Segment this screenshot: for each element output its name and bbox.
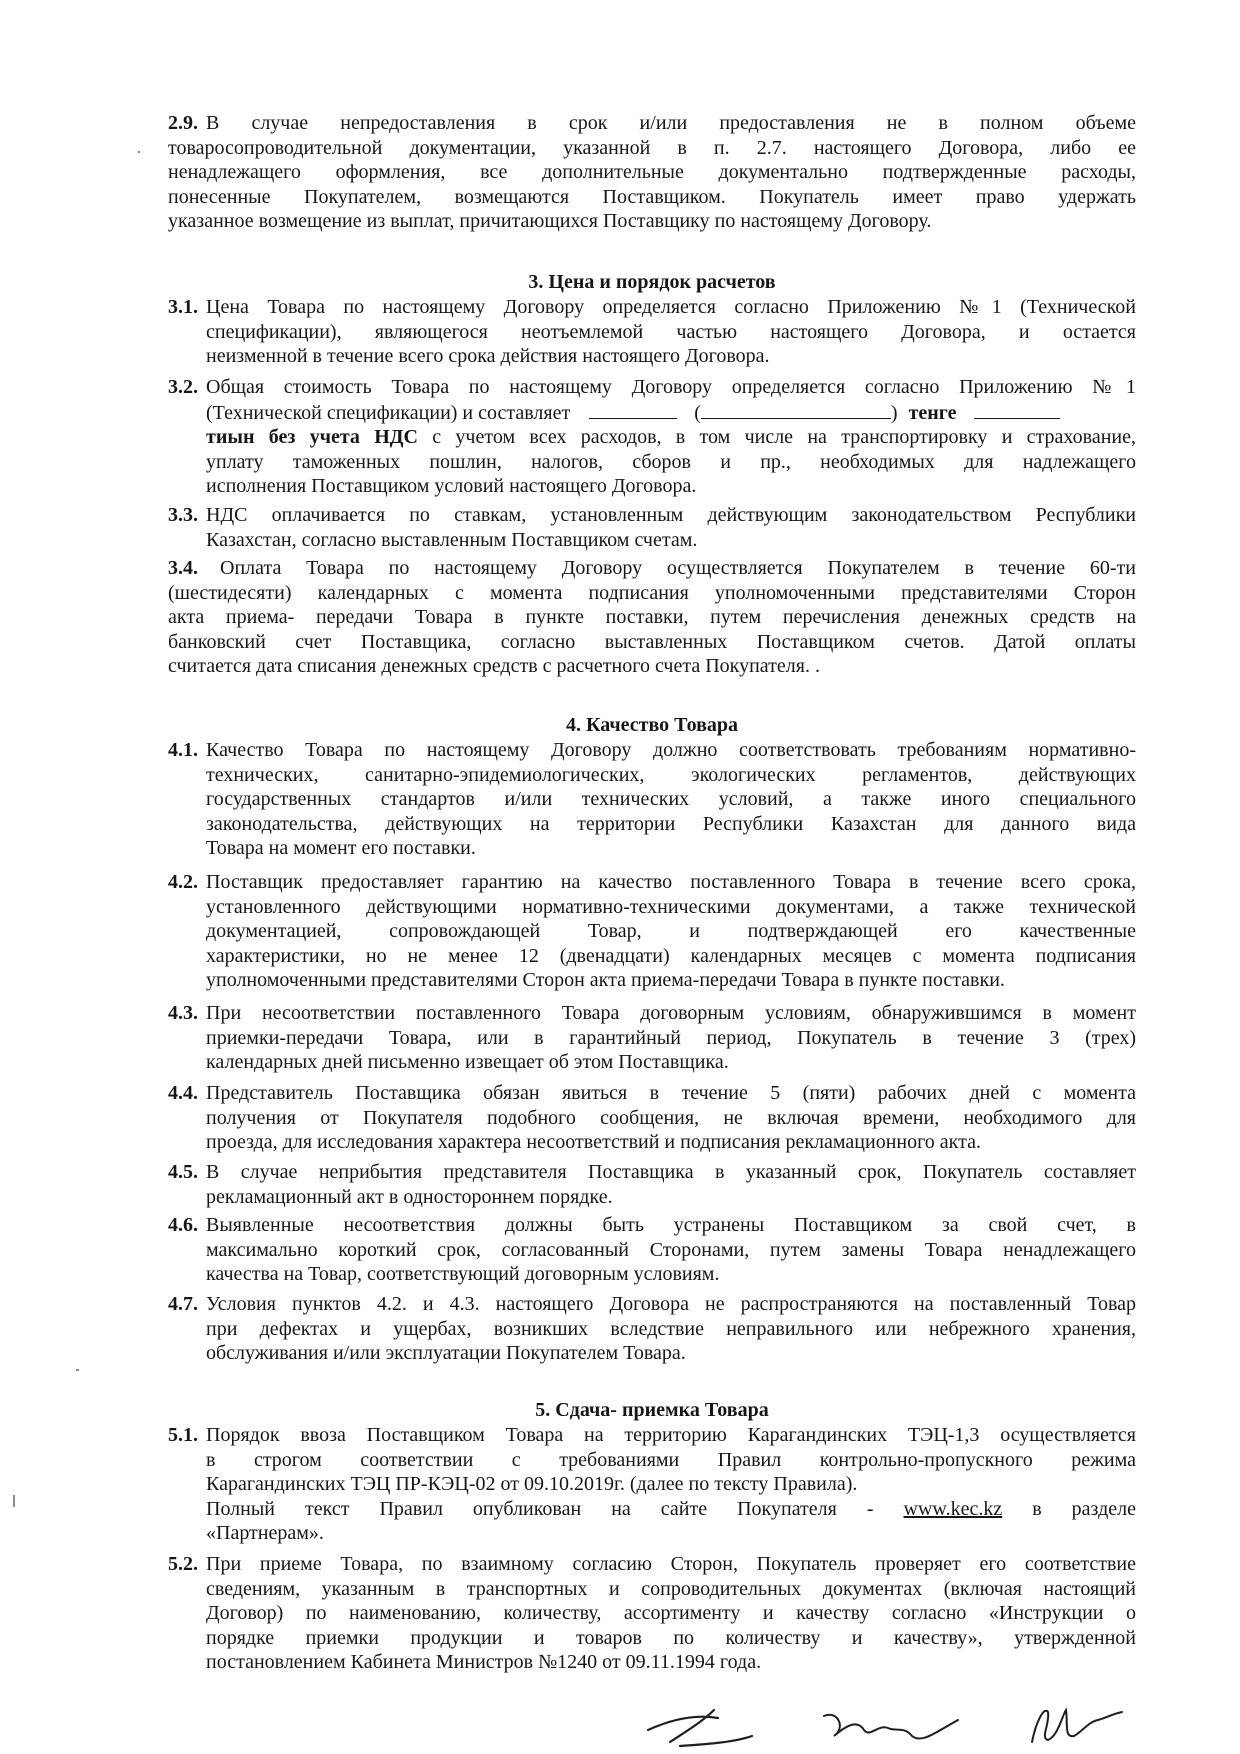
text-line: Поставщик предоставляет гарантию на качество поставленного Товара в течение всего срока, — [206, 871, 1136, 893]
text-line: товаросопроводительной документации, указанной в п. 2.7. настоящего Договора, либо ее — [168, 136, 1136, 159]
text-line: В случае неприбытия представителя Поставщика в указанный срок, Покупатель составляет — [206, 1161, 1136, 1183]
text-line: Карагандинских ТЭЦ ПР-КЭЦ-02 от 09.10.2019г. (далее по тексту Правила). — [206, 1473, 858, 1495]
signature-initials-1 — [640, 1702, 760, 1752]
text-line: «Партнерам». — [206, 1522, 324, 1544]
currency-label: тенге — [908, 401, 957, 424]
clause-number: 4.3. — [168, 1002, 198, 1024]
clause-3-1 — [168, 295, 1136, 369]
section-heading-5: 5. Сдача- приемка Товара — [535, 1399, 769, 1421]
text-fragment: Полный текст Правил опубликован на сайте Покупателя - — [206, 1497, 874, 1520]
text-line: постановлением Кабинета Министров №1240 от 09.11.1994 года. — [206, 1651, 762, 1673]
clause-number: 3.4. — [168, 557, 198, 579]
clause-number: 4.1. — [168, 739, 198, 761]
clause-4-3 — [168, 1001, 1136, 1075]
text-line: государственных стандартов и/или технических условий, а также иного специального — [206, 788, 1136, 810]
paren-close: ) — [890, 401, 898, 424]
text-line: понесенные Покупателем, возмещаются Поставщиком. Покупатель имеет право удержать — [168, 185, 1136, 208]
text-line: Оплата Товара по настоящему Договору осуществляется Покупателем в течение 60-ти — [220, 557, 1136, 579]
clause-4-4 — [168, 1081, 1136, 1155]
section-heading-4: 4. Качество Товара — [565, 714, 739, 736]
text-line: проезда, для исследования характера несоответствий и подписания рекламационного акта. — [206, 1131, 981, 1153]
text-line: спецификации), являющегося неотъемлемой частью настоящего Договора, и остается — [206, 320, 1136, 343]
text-line: банковский счет Поставщика, согласно выставленных Поставщиком счетов. Датой оплаты — [168, 630, 1136, 653]
text-line: характеристики, но не менее 12 (двенадцати) календарных месяцев с момента подписания — [206, 944, 1136, 967]
clause-number: 4.4. — [168, 1082, 198, 1104]
text-fragment: в разделе — [1032, 1497, 1136, 1520]
clause-number: 2.9. — [168, 112, 198, 134]
clause-4-1 — [168, 738, 1136, 861]
text-line: максимально короткий срок, согласованный Сторонами, путем замены Товара ненадлежащего — [206, 1238, 1136, 1261]
amount-blank[interactable] — [589, 400, 677, 419]
scan-mark — [76, 1369, 79, 1371]
signature-initials-3 — [1018, 1702, 1128, 1752]
clause-3-2 — [168, 375, 1136, 499]
text-line: акта приема- передачи Товара в пункте поставки, путем перечисления денежных средств на — [168, 606, 1136, 628]
text-line: документацией, сопровождающей Товар, и подтверждающей его качественные — [206, 920, 1136, 942]
text-line: обслуживания и/или эксплуатации Покупателем Товара. — [206, 1342, 686, 1364]
clause-3-4 — [168, 556, 1136, 679]
text-line: порядке приемки продукции и товаров по количеству и качеству», утвержденной — [206, 1626, 1136, 1649]
clause-number: 4.2. — [168, 871, 198, 893]
website-link[interactable]: www.kec.kz — [903, 1497, 1003, 1520]
clause-4-7 — [168, 1292, 1136, 1366]
clause-2-9 — [168, 111, 1136, 234]
text-line: уполномоченными представителями Сторон акта приема-передачи Товара в пункте поставки. — [206, 969, 1005, 991]
clause-number: 4.7. — [168, 1293, 198, 1315]
clause-number: 5.2. — [168, 1553, 198, 1575]
text-line: указанное возмещение из выплат, причитающихся Поставщику по настоящему Договору. — [168, 210, 932, 232]
text-line: Товара на момент его поставки. — [206, 837, 476, 859]
text-line: сведениям, указанным в транспортных и сопроводительных документах (включая настоящий — [206, 1577, 1136, 1600]
tiyn-blank[interactable] — [974, 400, 1060, 419]
section-heading-3: 3. Цена и порядок расчетов — [528, 271, 776, 293]
clause-number: 4.5. — [168, 1161, 198, 1183]
text-line: НДС оплачивается по ставкам, установленным действующим законодательством Республики — [206, 504, 1136, 526]
text-line: При приеме Товара, по взаимному согласию Сторон, Покупатель проверяет его соответствие — [206, 1553, 1136, 1575]
scan-mark — [138, 151, 140, 153]
text-line: Выявленные несоответствия должны быть устранены Поставщиком за свой счет, в — [206, 1214, 1136, 1236]
clause-4-5 — [168, 1160, 1136, 1209]
text-line: Качество Товара по настоящему Договору должно соответствовать требованиям нормативно- — [206, 739, 1136, 761]
clause-5-1 — [168, 1423, 1136, 1546]
text-line: приемки-передачи Товара, или в гарантийный период, Покупатель в течение 3 (трех) — [206, 1026, 1136, 1049]
scan-mark — [13, 1495, 15, 1507]
clause-number: 3.2. — [168, 376, 198, 398]
text-line: ненадлежащего оформления, все дополнительные документально подтвержденные расходы, — [168, 161, 1136, 183]
clause-number: 3.3. — [168, 504, 198, 526]
text-line: Цена Товара по настоящему Договору определяется согласно Приложению №1 (Технической — [206, 296, 1136, 318]
text-line: исполнения Поставщиком условий настоящего Договора. — [206, 475, 697, 497]
price-line — [206, 400, 1136, 426]
text-line: Общая стоимость Товара по настоящему Договору определяется согласно Приложению №1 — [206, 376, 1136, 398]
text-line: технических, санитарно-эпидемиологических, экологических регламентов, действующих — [206, 763, 1136, 786]
text-line — [206, 1497, 1136, 1522]
text-line: при дефектах и ущербах, возникших вследствие неправильного или небрежного хранения, — [206, 1317, 1136, 1340]
text-line: качества на Товар, соответствующий договорным условиям. — [206, 1263, 720, 1285]
clause-5-2 — [168, 1552, 1136, 1675]
text-line: считается дата списания денежных средств с расчетного счета Покупателя. . — [168, 655, 820, 677]
text-line: получения от Покупателя подобного сообщения, не включая времени, необходимого для — [206, 1106, 1136, 1129]
clause-number: 5.1. — [168, 1424, 198, 1446]
text-line: календарных дней письменно извещает об этом Поставщика. — [206, 1051, 729, 1073]
clause-4-6 — [168, 1213, 1136, 1287]
text-line: При несоответствии поставленного Товара договорным условиям, обнаружившимся в момент — [206, 1002, 1136, 1024]
text-line: Порядок ввоза Поставщиком Товара на территорию Карагандинских ТЭЦ-1,3 осуществляется — [206, 1424, 1136, 1446]
text-line: неизменной в течение всего срока действия настоящего Договора. — [206, 345, 770, 367]
amount-words-blank[interactable] — [701, 400, 891, 419]
text-line: (шестидесяти) календарных с момента подписания уполномоченными представителями Сторон — [168, 581, 1136, 604]
text-line: Казахстан, согласно выставленным Поставщиком счетам. — [206, 528, 698, 551]
clause-4-2 — [168, 870, 1136, 993]
clause-number: 4.6. — [168, 1214, 198, 1236]
text-line: законодательства, действующих на территории Республики Казахстан для данного вида — [206, 812, 1136, 835]
signature-initials-2 — [818, 1702, 968, 1752]
text-line: Условия пунктов 4.2. и 4.3. настоящего Договора не распространяются на поставленный Товар — [206, 1293, 1136, 1315]
text-line: Представитель Поставщика обязан явиться в течение 5 (пяти) рабочих дней с момента — [206, 1082, 1136, 1104]
text-line: установленного действующими нормативно-техническими документами, а также технической — [206, 895, 1136, 918]
paren-open: ( — [694, 401, 701, 424]
text-fragment: (Технической спецификации) и составляет — [206, 401, 571, 424]
text-line — [206, 425, 1136, 450]
text-fragment: тиын без учета НДС — [206, 426, 418, 448]
text-fragment: с учетом всех расходов, в том числе на транспортировку и страхование, — [417, 426, 1137, 448]
text-line: В случае непредоставления в срок и/или предоставления не в полном объеме — [206, 112, 1136, 134]
text-line: Договор) по наименованию, количеству, ассортименту и качеству согласно «Инструкции о — [206, 1602, 1136, 1624]
text-line: уплату таможенных пошлин, налогов, сборов и пр., необходимых для надлежащего — [206, 450, 1136, 473]
clause-3-3 — [168, 503, 1136, 552]
text-line: в строгом соответствии с требованиями Правил контрольно-пропускного режима — [206, 1448, 1136, 1471]
text-line: рекламационный акт в одностороннем порядке. — [206, 1185, 613, 1208]
clause-number: 3.1. — [168, 296, 198, 318]
